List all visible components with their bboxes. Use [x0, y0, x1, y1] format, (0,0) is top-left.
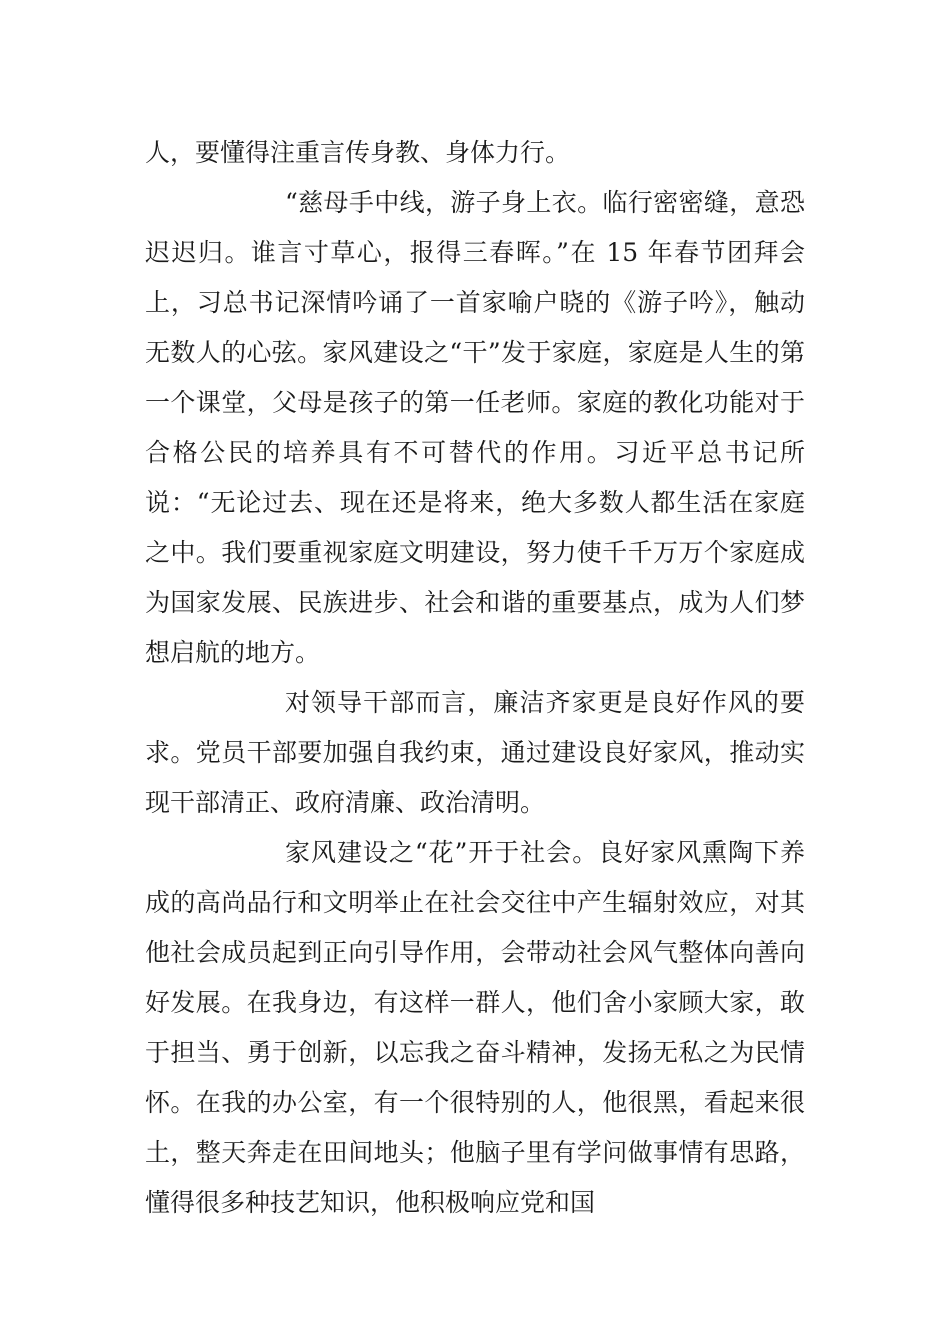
document-body: [145, 128, 805, 1228]
paragraph-continuation: 人，要懂得注重言传身教、身体力行。: [145, 138, 571, 167]
paragraph-society: 家风建设之“花”开于社会。良好家风熏陶下养成的高尚品行和文明举止在社会交往中产生辐射效应，对其他社会成员起到正向引导作用，会带动社会风气整体向善向好发展。在我身边，有这样一群人，他们舍小家顾大家，敢于担当、勇于创新，以忘我之奋斗精神，发扬无私之为民情怀。在我的办公室，有一个很特别的人，他很黑，看起来很土，整天奔走在田间地头；他脑子里有学问做事情有思路，懂得很多种技艺知识，他积极响应党和国: [145, 838, 805, 1217]
paragraph-cadres: 对领导干部而言，廉洁齐家更是良好作风的要求。党员干部要加强自我约束，通过建设良好家风，推动实现干部清正、政府清廉、政治清明。: [145, 688, 805, 817]
paragraph-youziyin: “慈母手中线，游子身上衣。临行密密缝，意恐迟迟归。谁言寸草心，报得三春晖。”在 15 年春节团拜会上，习总书记深情吟诵了一首家喻户晓的《游子吟》，触动无数人的心弦。家风建设之“干”发于家庭，家庭是人生的第一个课堂，父母是孩子的第一任老师。家庭的教化功能对于合格公民的培养具有不可替代的作用。习近平总书记所说：“无论过去、现在还是将来，绝大多数人都生活在家庭之中。我们要重视家庭文明建设，努力使千千万万个家庭成为国家发展、民族进步、社会和谐的重要基点，成为人们梦想启航的地方。: [145, 188, 805, 667]
